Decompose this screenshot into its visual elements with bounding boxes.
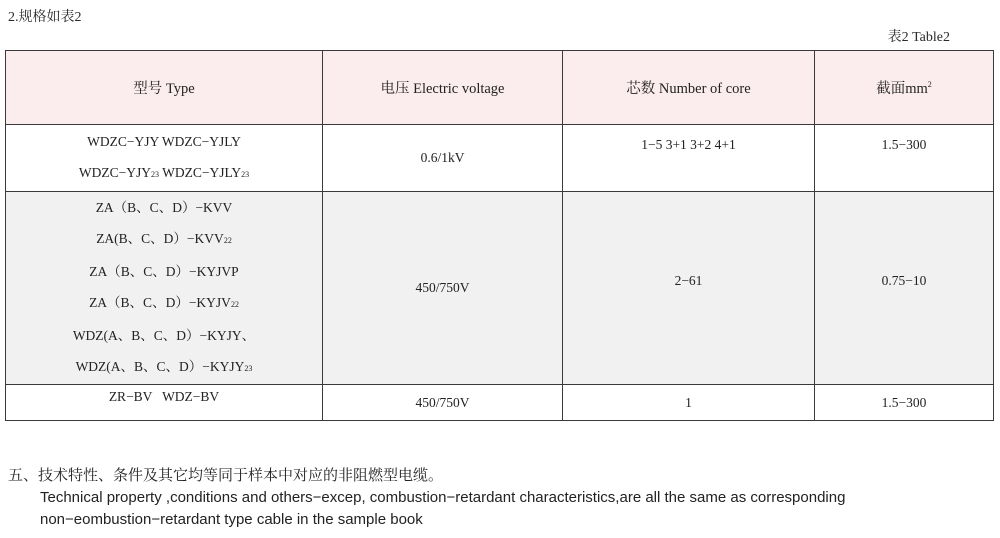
model-line (6, 157, 322, 190)
spec-table (5, 50, 994, 421)
cell-type (6, 192, 323, 385)
model-subscript: 23 (150, 170, 159, 179)
table-row (6, 385, 994, 421)
model-name: ZA(B、C、D）−KVV (96, 231, 224, 246)
header-section-sup: 2 (927, 80, 932, 90)
table-header-row (6, 51, 994, 125)
note-english-line2: non−eombustion−retardant type cable in the sample book (40, 511, 423, 528)
model-line (6, 351, 322, 384)
model-name: WDZC−YJY (78, 165, 151, 180)
model-name: ZA（B、C、D）−KVV (95, 200, 233, 215)
cell-voltage: 450/750V (323, 385, 563, 421)
model-line (6, 256, 322, 287)
model-name: WDZC−YJLY (158, 165, 242, 180)
header-cores: 芯数 Number of core (563, 51, 815, 125)
table-row (6, 125, 994, 192)
model-name: WDZC−YJY WDZC−YJLY (87, 134, 241, 149)
model-line (6, 287, 322, 320)
model-subscript: 22 (230, 300, 239, 309)
model-line (6, 192, 322, 223)
model-line (6, 320, 322, 351)
cell-cores: 1 (563, 385, 815, 421)
note-english-line1: Technical property ,conditions and others−excep, combustion−retardant characteristics,are all the same as corresponding (40, 489, 846, 506)
cell-section: 1.5−300 (815, 125, 994, 192)
model-line (6, 223, 322, 256)
model-name: ZA（B、C、D）−KYJV (89, 295, 231, 310)
header-voltage: 电压 Electric voltage (323, 51, 563, 125)
cell-type (6, 385, 323, 421)
cell-cores: 1−5 3+1 3+2 4+1 (563, 125, 815, 192)
cell-type (6, 125, 323, 192)
model-name: WDZ(A、B、C、D）−KYJY、 (72, 328, 256, 343)
header-section-label: 截面mm (876, 81, 928, 97)
cell-section: 0.75−10 (815, 192, 994, 385)
header-section (815, 51, 994, 125)
cell-section: 1.5−300 (815, 385, 994, 421)
header-type: 型号 Type (6, 51, 323, 125)
cell-cores: 2−61 (563, 192, 815, 385)
model-name: ZA（B、C、D）−KYJVP (89, 264, 239, 279)
model-subscript: 23 (241, 170, 250, 179)
cell-voltage: 450/750V (323, 192, 563, 385)
section-heading: 2.规格如表2 (8, 10, 82, 25)
note-chinese: 五、技术特性、条件及其它均等同于样本中对应的非阻燃型电缆。 (8, 467, 444, 484)
table-row (6, 192, 994, 385)
model-line (6, 126, 322, 157)
cell-voltage: 0.6/1kV (323, 125, 563, 192)
technical-note (8, 465, 993, 531)
model-subscript: 23 (244, 364, 253, 373)
model-name: WDZ(A、B、C、D）−KYJY (75, 359, 245, 374)
model-subscript: 22 (223, 236, 232, 245)
table-caption: 表2 Table2 (887, 30, 950, 45)
model-name: ZR−BV WDZ−BV (108, 389, 220, 404)
